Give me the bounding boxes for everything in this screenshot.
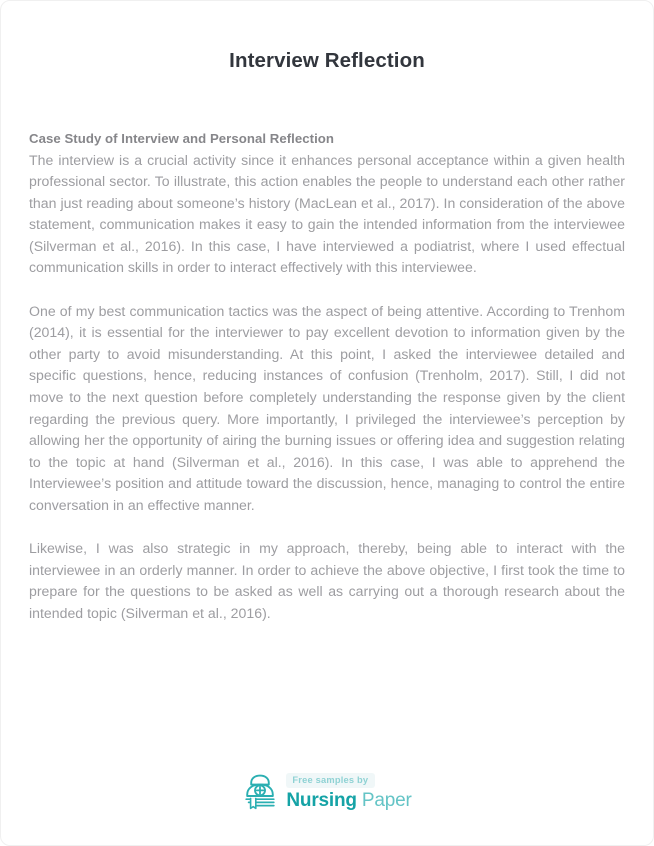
footer <box>1 773 653 811</box>
nursing-paper-logo[interactable] <box>242 773 411 811</box>
body-paragraph: One of my best communication tactics was the aspect of being attentive. According to Trenhom (2014), it is essential for the interviewer to pay excellent devotion to information given by the other party to avoid misunderstanding. At this point, I asked the interviewee detailed and specific questions, hence, reducing instances of confusion (Trenholm, 2017). Still, I did not move to the next question before completely understanding the response given by the client regarding the previous query. More importantly, I privileged the interviewee’s perception by allowing her the opportunity of airing the burning issues or offering idea and suggestion relating to the topic at hand (Silverman et al., 2016). In this case, I was able to apprehend the Interviewee’s position and attitude toward the discussion, hence, managing to control the entire conversation in an effective manner. <box>29 302 625 513</box>
body-paragraph: The interview is a crucial activity since it enhances personal acceptance within a given health professional sector. To illustrate, this action enables the people to understand each other rather than just reading about someone’s history (MacLean et al., 2017). In consideration of the above statement, communication makes it easy to gain the intended information from the interviewee (Silverman et al., 2016). In this case, I have interviewed a podiatrist, where I used effectual communication skills in order to interact effectively with this interviewee. <box>29 151 625 276</box>
nurse-cap-book-icon <box>242 773 278 811</box>
page-title: Interview Reflection <box>229 49 425 72</box>
body-paragraph: Likewise, I was also strategic in my approach, thereby, being able to interact with the interviewee in an orderly manner. In order to achieve the above objective, I first took the time to prepare for the questions to be asked as well as carrying out a thorough research about the intended topic (Silverman et al., 2016). <box>29 540 625 621</box>
logo-text-block <box>286 773 411 811</box>
brand-primary: Nursing <box>286 790 357 811</box>
logo-tagline: Free samples by <box>286 773 375 788</box>
brand-secondary: Paper <box>356 790 412 811</box>
logo-brand-name <box>286 790 411 811</box>
document-body <box>29 128 625 624</box>
section-heading: Case Study of Interview and Personal Reflection <box>29 131 335 146</box>
